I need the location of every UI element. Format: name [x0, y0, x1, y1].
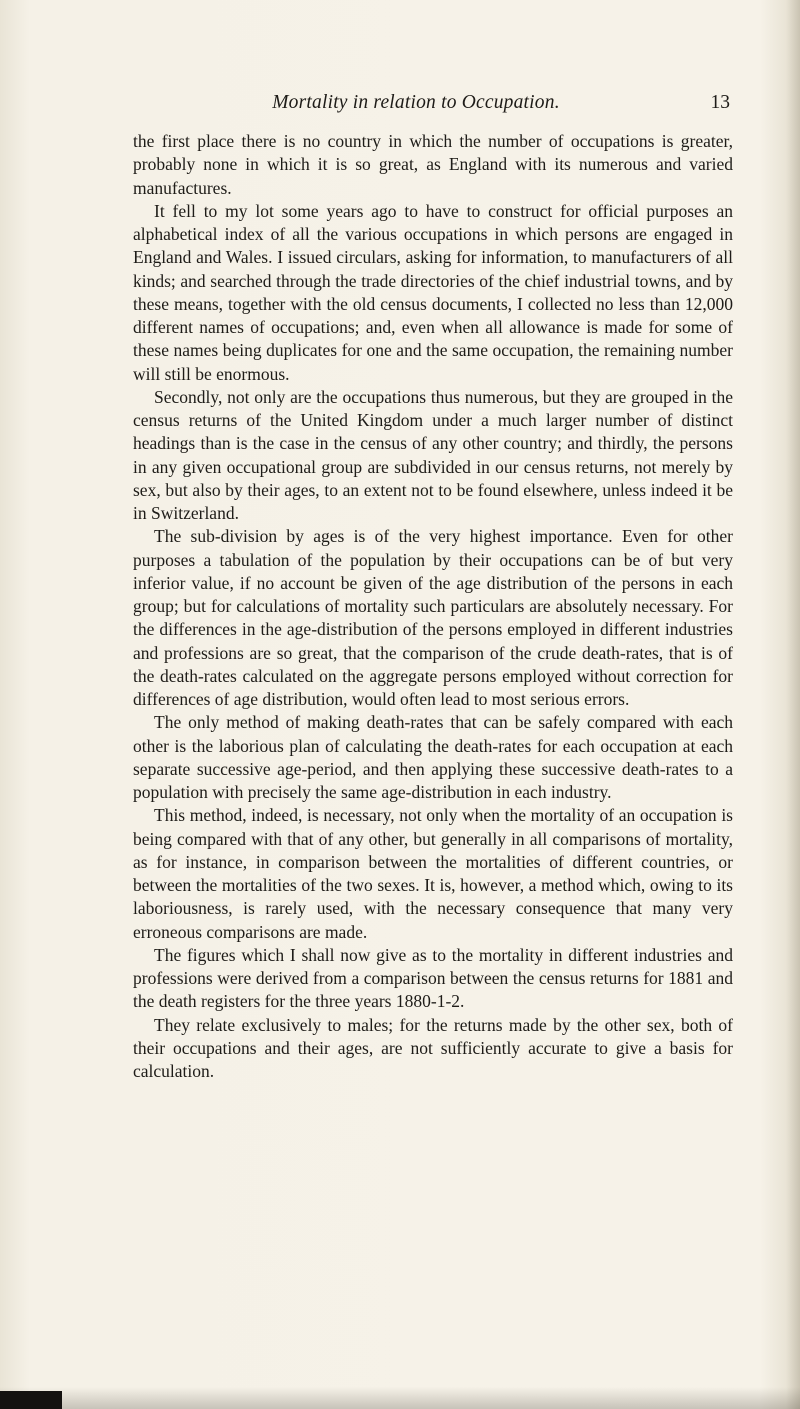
page-edge-shadow: [786, 0, 800, 1409]
paragraph: It fell to my lot some years ago to have to construct for official purposes an alphabetical index of all the various occupations in which persons are engaged in England and Wales. I issued circulars, asking for information, to manufacturers of all kinds; and searched through the trade directories of the chief industrial towns, and by these means, together with the old census documents, I collected no less than 12,000 different names of occupations; and, even when all allowance is made for some of these names being duplicates for one and the same occupation, the remaining number will still be enormous.: [133, 200, 733, 384]
paragraph: This method, indeed, is necessary, not only when the mortality of an occupation is being compared with that of any other, but generally in all comparisons of mortality, as for instance, in comparison between the mortalities of different countries, or between the mortalities of the two sexes. It is, however, a method which, owing to its laboriousness, is rarely used, with the necessary consequence that many very erroneous comparisons are made.: [133, 805, 733, 942]
page-header: [0, 92, 800, 122]
paragraph: the first place there is no country in which the number of occupations is greater, probably none in which it is so great, as England with its numerous and varied manufactures.: [133, 131, 733, 198]
paragraph: They relate exclusively to males; for the returns made by the other sex, both of their occupations and their ages, are not sufficiently accurate to give a basis for calculation.: [133, 1014, 733, 1081]
running-title: Mortality in relation to Occupation.: [272, 92, 560, 113]
scan-corner-mark: [0, 1391, 62, 1409]
body-text: [133, 130, 733, 1083]
paragraph: The sub-division by ages is of the very highest importance. Even for other purposes a tabulation of the population by their occupations can be of but very inferior value, if no account be given of the age distribution of the persons in each group; but for calculations of mortality such particulars are absolutely necessary. For the differences in the age-distribution of the persons employed in different industries and professions are so great, that the comparison of the crude death-rates, that is of the death-rates calculated on the aggregate persons employed without correction for differences of age distribution, would often lead to most serious errors.: [133, 526, 733, 709]
paragraph: The only method of making death-rates that can be safely compared with each other is the laborious plan of calculating the death-rates for each occupation at each separate successive age-period, and then applying these successive death-rates to a population with precisely the same age-distribution in each industry.: [133, 712, 733, 802]
page-number: 13: [710, 92, 730, 113]
paragraph: Secondly, not only are the occupations thus numerous, but they are grouped in the census returns of the United Kingdom under a much larger number of distinct headings than is the case in the census of any other country; and thirdly, the persons in any given occupational group are subdivided in our census returns, not merely by sex, but also by their ages, to an extent not to be found elsewhere, unless indeed it be in Switzerland.: [133, 386, 733, 523]
paragraph: The figures which I shall now give as to the mortality in different industries and professions were derived from a comparison between the census returns for 1881 and the death registers for the three years 1880-1-2.: [133, 944, 733, 1012]
bottom-shadow: [0, 1387, 800, 1409]
